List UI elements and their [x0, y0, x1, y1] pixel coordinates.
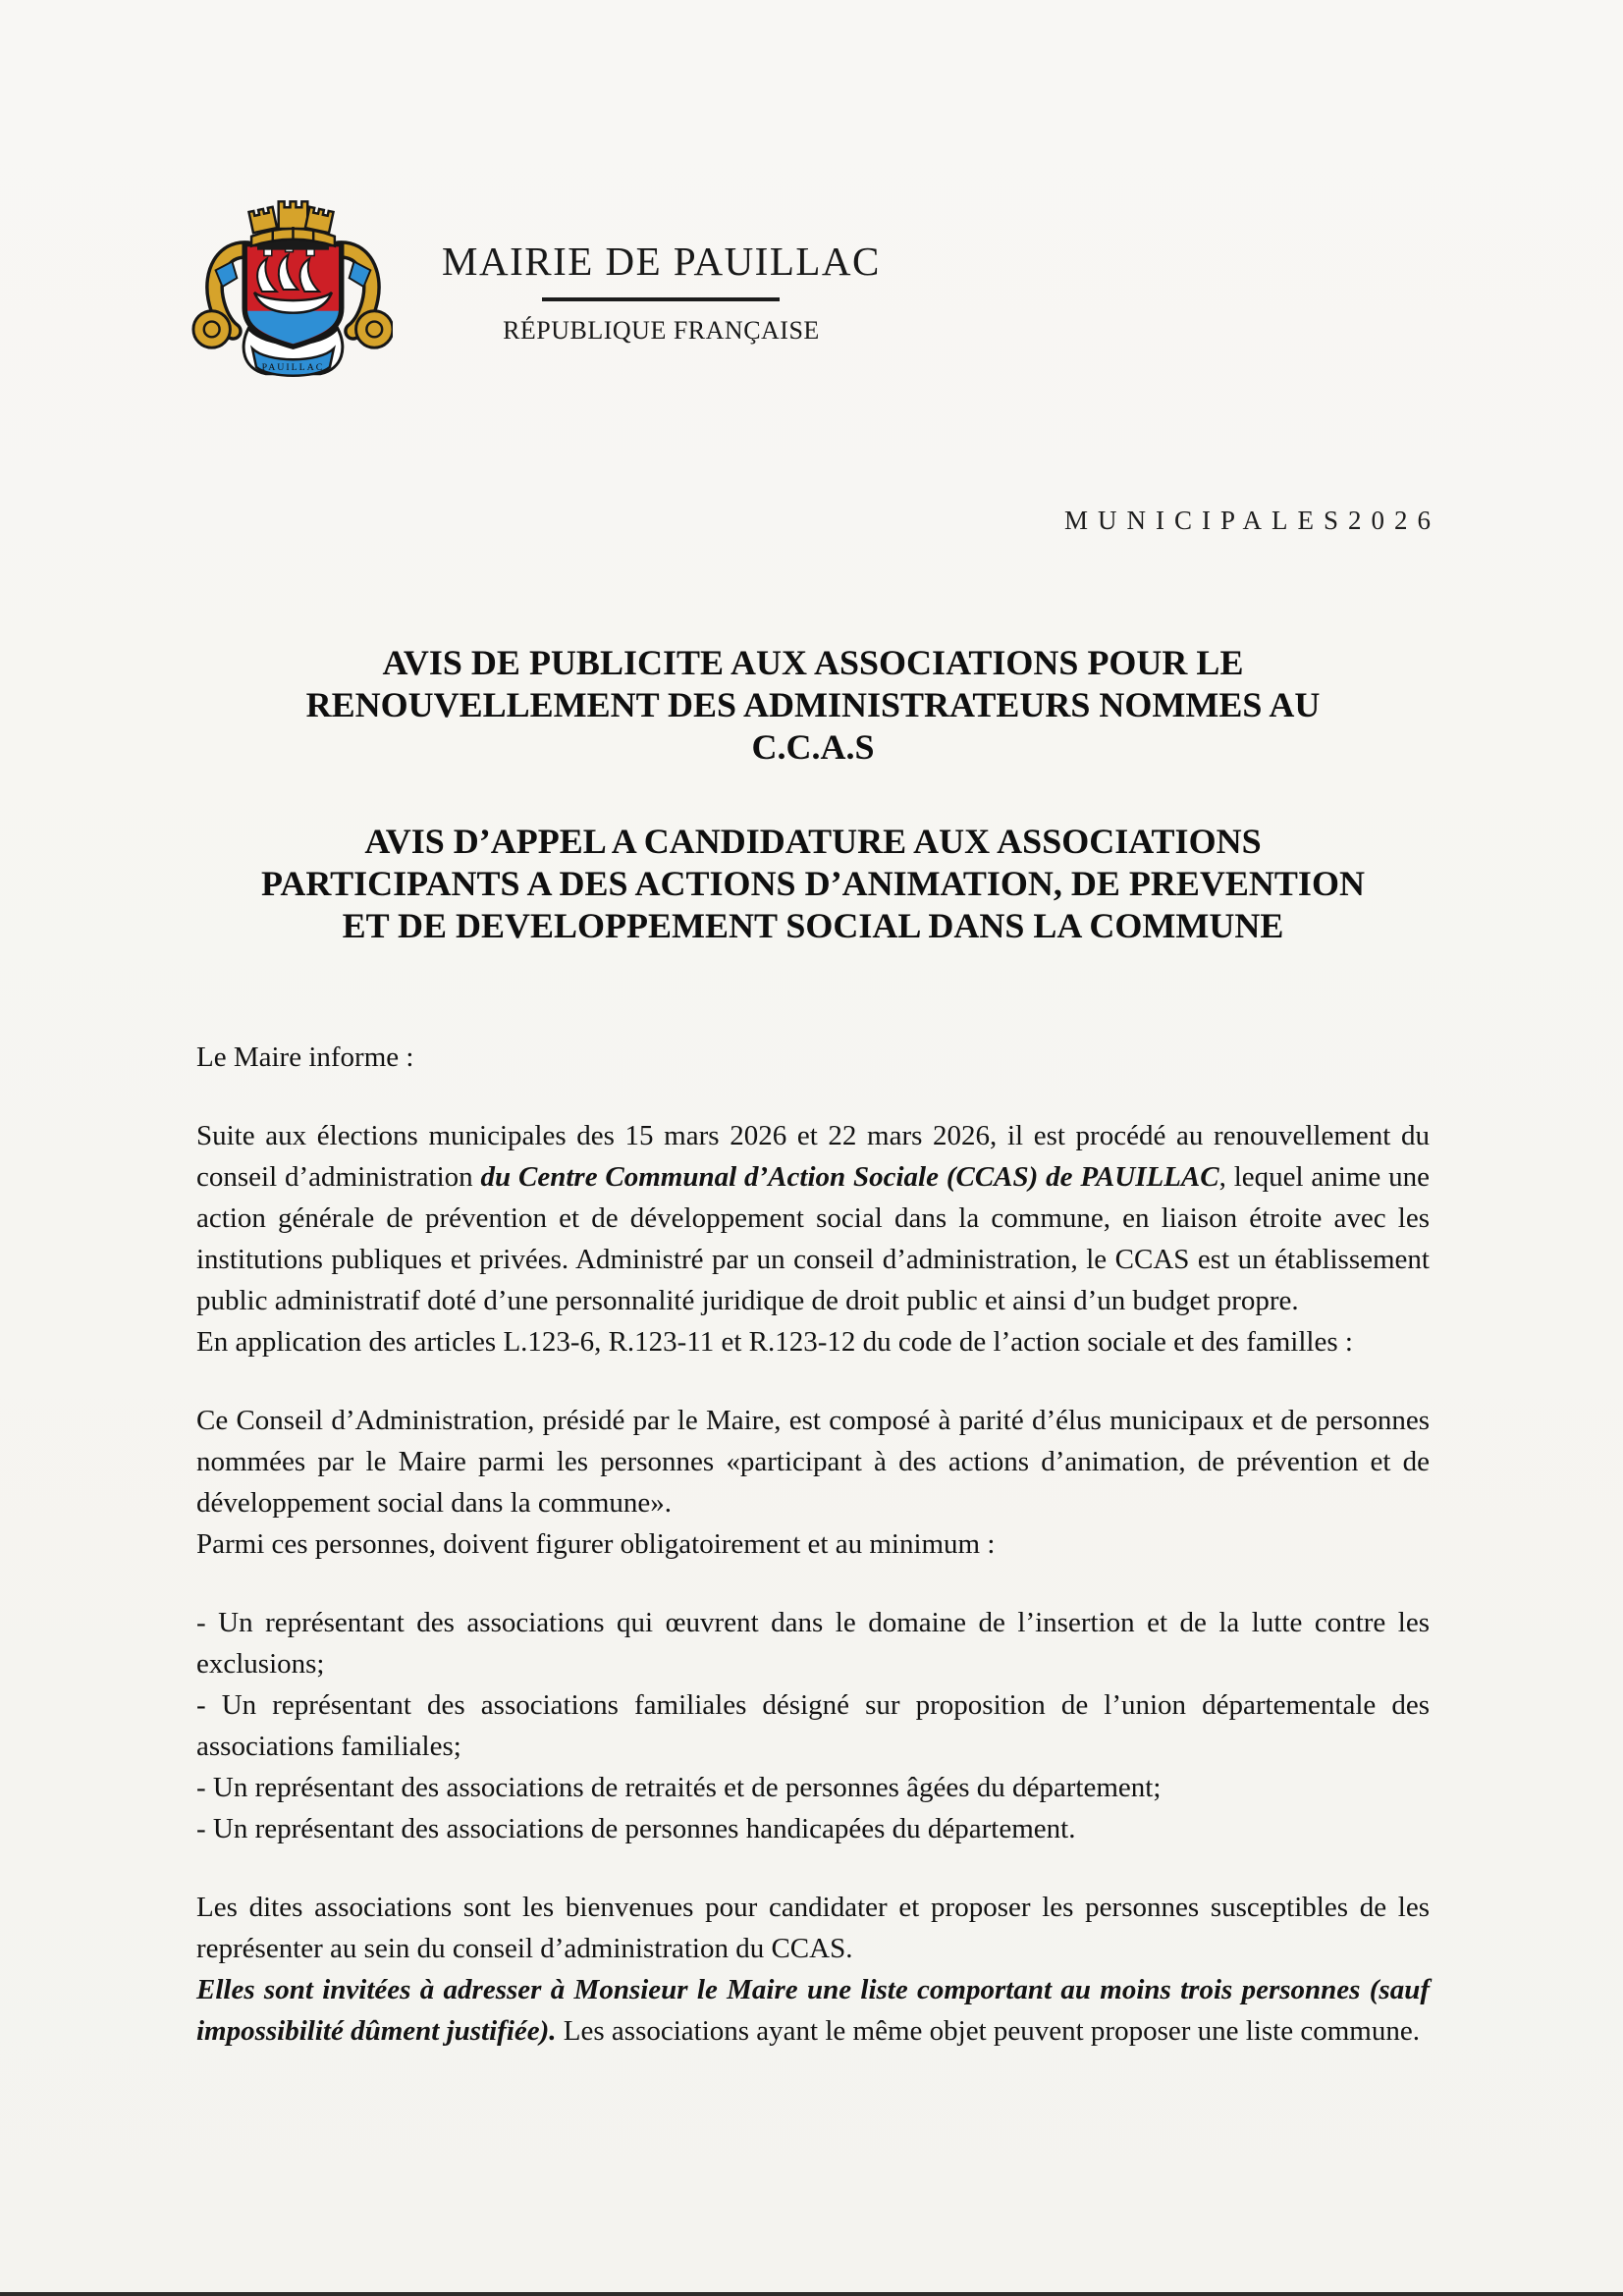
notice-title-primary — [195, 642, 1431, 769]
scanner-edge-artifact — [0, 2292, 1623, 2296]
liste-emphasis: Elles sont invitées à adresser à Monsieur le Maire une liste comportant au moins trois personnes (sauf impossibilité dûment justifiée). — [196, 1974, 1430, 2047]
header-divider — [542, 297, 780, 301]
ccas-emphasis: du Centre Communal d’Action Sociale (CCAS) de PAUILLAC — [480, 1161, 1219, 1193]
title-line: AVIS D’APPEL A CANDIDATURE AUX ASSOCIATIONS — [364, 822, 1262, 861]
title-line: RENOUVELLEMENT DES ADMINISTRATEURS NOMMES AU — [305, 685, 1321, 724]
paragraph-parmi: Parmi ces personnes, doivent figurer obligatoirement et au minimum : — [196, 1528, 996, 1560]
notice-title-secondary — [195, 821, 1431, 947]
paragraph-renouvellement — [196, 1115, 1430, 1321]
paragraph-text: Les associations ayant le même objet peuvent proposer une liste commune. — [556, 2015, 1420, 2047]
representatives-list — [196, 1602, 1430, 1849]
list-item-familiales: - Un représentant des associations familiales désigné sur proposition de l’union départementale des associations familiales; — [196, 1689, 1430, 1762]
republic-label: RÉPUBLIQUE FRANÇAISE — [503, 316, 820, 345]
paragraph-text: Suite aux élections municipales des 15 mars 2026 et 22 mars 2026, il est procédé au renouvellement du conseil d’administration — [196, 1120, 1430, 1193]
banner-text: PAUILLAC — [261, 361, 325, 373]
paragraph-liste — [196, 1969, 1430, 2052]
paragraph-text: , lequel anime une action générale de prévention et de développement social dans la commune, en liaison étroite avec les institutions publiques et privées. Administré par un conseil d’administration, le CCAS est un établissement public administratif doté d’une personnalité juridique de droit public et ainsi d’un budget propre. — [196, 1161, 1430, 1316]
municipales-watermark: MUNICIPALES2026 — [1063, 506, 1440, 535]
paragraph-conseil: Ce Conseil d’Administration, présidé par le Maire, est composé à parité d’élus municipaux et de personnes nommées par le Maire parmi les personnes «participant à des actions d’animation, de prévention et de développement social dans la commune». — [196, 1405, 1430, 1519]
ornament-right — [339, 250, 393, 348]
letterhead — [189, 183, 881, 400]
title-line: PARTICIPANTS A DES ACTIONS D’ANIMATION, DE PREVENTION — [261, 864, 1365, 903]
org-name: MAIRIE DE PAUILLAC — [442, 239, 881, 284]
notice-body — [196, 1037, 1430, 2052]
intro-line: Le Maire informe : — [196, 1041, 414, 1073]
title-line: C.C.A.S — [751, 727, 875, 767]
paragraph-application: En application des articles L.123-6, R.123-11 et R.123-12 du code de l’action sociale et des familles : — [196, 1326, 1353, 1358]
title-line: ET DE DEVELOPPEMENT SOCIAL DANS LA COMMUNE — [342, 906, 1284, 945]
crown — [248, 201, 334, 249]
pauillac-coat-of-arms-icon — [189, 183, 393, 400]
list-item-retraites: - Un représentant des associations de retraités et de personnes âgées du département; — [196, 1772, 1162, 1803]
letterhead-text — [442, 183, 881, 346]
list-item-handicapees: - Un représentant des associations de personnes handicapées du département. — [196, 1813, 1076, 1844]
list-item-insertion: - Un représentant des associations qui œuvrent dans le domaine de l’insertion et de la lutte contre les exclusions; — [196, 1607, 1430, 1680]
title-line: AVIS DE PUBLICITE AUX ASSOCIATIONS POUR LE — [382, 643, 1244, 682]
shield — [244, 244, 342, 347]
paragraph-candidature: Les dites associations sont les bienvenues pour candidater et proposer les personnes susceptibles de les représenter au sein du conseil d’administration du CCAS. — [196, 1892, 1430, 1964]
ornament-left — [193, 250, 247, 348]
